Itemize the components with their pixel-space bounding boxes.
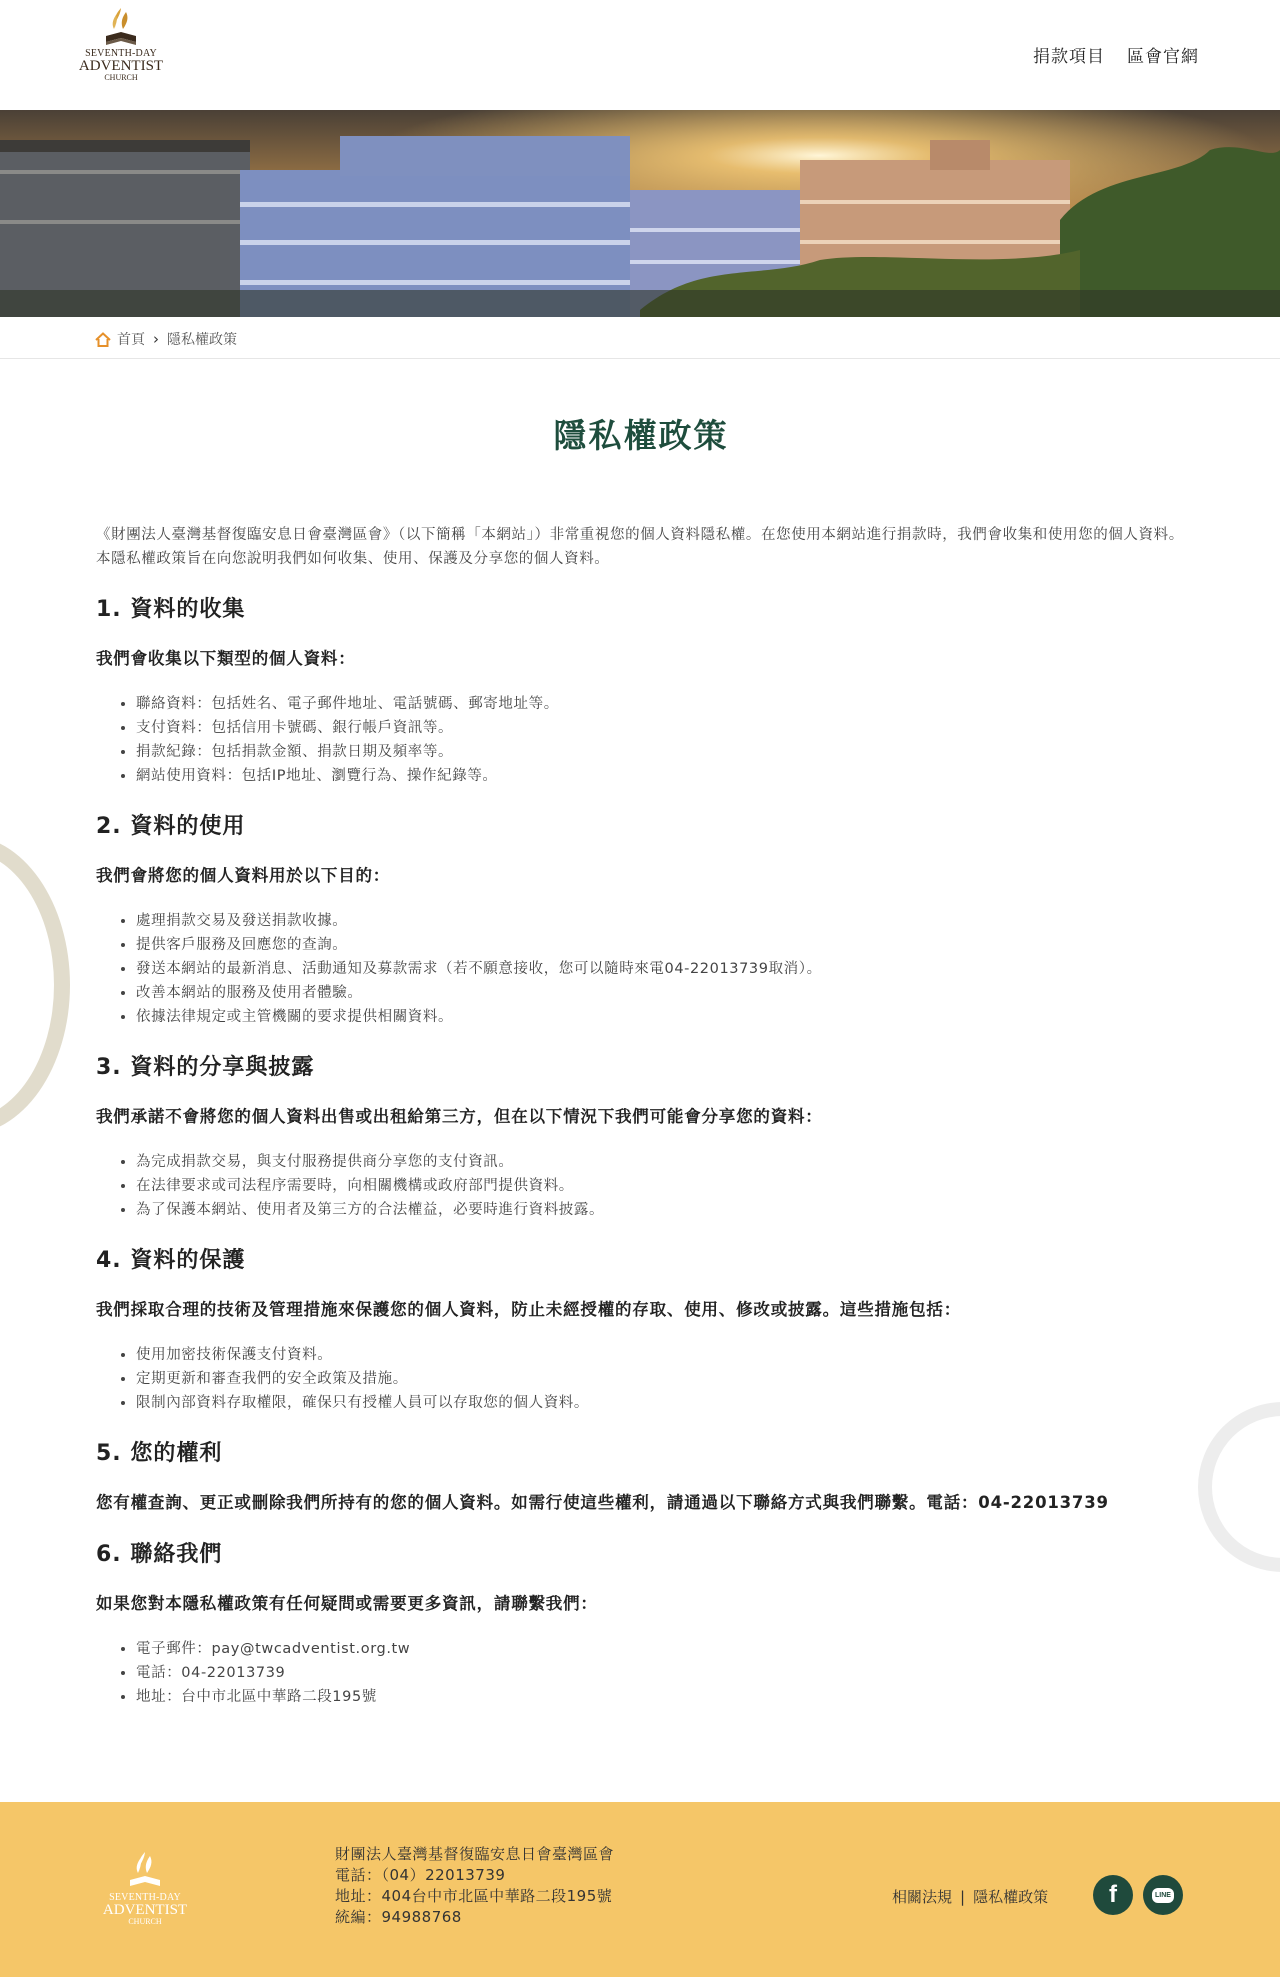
list-item: • 電話：04-22013739 xyxy=(136,1661,1186,1685)
policy-section xyxy=(96,1053,1186,1222)
list-item: • 捐款紀錄：包括捐款金額、捐款日期及頻率等。 xyxy=(136,740,1186,764)
list-item: • 為了保護本網站、使用者及第三方的合法權益，必要時進行資料披露。 xyxy=(136,1198,1186,1222)
policy-section xyxy=(96,595,1186,788)
logo-text: SEVENTH-DAY xyxy=(109,1892,181,1903)
list-item: • 使用加密技術保護支付資料。 xyxy=(136,1343,1186,1367)
list-item: • 聯絡資料：包括姓名、電子郵件地址、電話號碼、郵寄地址等。 xyxy=(136,692,1186,716)
list-item: • 發送本網站的最新消息、活動通知及募款需求（若不願意接收，您可以隨時來電04-22013739取消）。 xyxy=(136,957,1186,981)
section-lead: 我們會收集以下類型的個人資料： xyxy=(96,649,356,668)
section-lead: 我們採取合理的技術及管理措施來保護您的個人資料，防止未經授權的存取、使用、修改或披露。這些措施包括： xyxy=(96,1300,961,1319)
bullet-list xyxy=(96,1637,1186,1709)
bullet-list xyxy=(96,1343,1186,1415)
list-item: • 地址：台中市北區中華路二段195號 xyxy=(136,1685,1186,1709)
list-item: • 處理捐款交易及發送捐款收據。 xyxy=(136,909,1186,933)
list-item: • 為完成捐款交易，與支付服務提供商分享您的支付資訊。 xyxy=(136,1150,1186,1174)
section-heading: 3. 資料的分享與披露 xyxy=(96,1055,315,1080)
section-heading: 5. 您的權利 xyxy=(96,1441,223,1466)
footer-link-regulations[interactable]: 相關法規 xyxy=(892,1888,953,1906)
policy-section xyxy=(96,1540,1186,1709)
section-heading: 4. 資料的保護 xyxy=(96,1248,246,1273)
line-icon[interactable]: LINE xyxy=(1143,1875,1183,1915)
logo-text: CHURCH xyxy=(128,1917,162,1926)
chevron-right-icon: › xyxy=(153,330,159,348)
breadcrumb-home-link[interactable]: 首頁 xyxy=(117,332,145,348)
intro-paragraph: 《財團法人臺灣基督復臨安息日會臺灣區會》（以下簡稱「本網站」）非常重視您的個人資料隱私權。在您使用本網站進行捐款時，我們會收集和使用您的個人資料。本隱私權政策旨在向您說明我們如何收集、使用、保護及分享您的個人資料。 xyxy=(96,527,1184,567)
section-lead: 我們會將您的個人資料用於以下目的： xyxy=(96,866,391,885)
bullet-list xyxy=(96,692,1186,788)
list-item: • 支付資料：包括信用卡號碼、銀行帳戶資訊等。 xyxy=(136,716,1186,740)
section-lead: 您有權查詢、更正或刪除我們所持有的您的個人資料。如需行使這些權利，請通過以下聯絡方式與我們聯繫。電話：04-22013739 xyxy=(96,1493,1109,1512)
page-title: 隱私權政策 xyxy=(553,416,729,455)
logo-text: SEVENTH-DAY xyxy=(85,48,157,59)
list-item: • 依據法律規定或主管機關的要求提供相關資料。 xyxy=(136,1005,1186,1029)
list-item: • 網站使用資料：包括IP地址、瀏覽行為、操作紀錄等。 xyxy=(136,764,1186,788)
footer-phone: 電話：（04）22013739 xyxy=(335,1866,506,1884)
footer-link-privacy[interactable]: 隱私權政策 xyxy=(973,1888,1049,1906)
section-lead: 我們承諾不會將您的個人資料出售或出租給第三方，但在以下情況下我們可能會分享您的資料： xyxy=(96,1107,823,1126)
section-heading: 6. 聯絡我們 xyxy=(96,1542,223,1567)
footer-contact-info xyxy=(335,1844,614,1928)
divider xyxy=(0,358,1280,359)
breadcrumb-current: 隱私權政策 xyxy=(167,332,237,348)
footer-tax-id: 統編：94988768 xyxy=(335,1908,462,1926)
section-heading: 2. 資料的使用 xyxy=(96,814,246,839)
home-icon xyxy=(95,332,111,347)
social-links xyxy=(1093,1875,1183,1915)
policy-section xyxy=(96,812,1186,1029)
footer-links xyxy=(892,1886,1048,1907)
policy-section xyxy=(96,1439,1186,1516)
campus-photo-icon xyxy=(0,110,1280,317)
decorative-ring xyxy=(1198,1402,1280,1572)
site-logo[interactable] xyxy=(76,6,166,96)
facebook-icon[interactable]: f xyxy=(1093,1875,1133,1915)
breadcrumb xyxy=(95,329,237,349)
site-header xyxy=(0,0,1280,110)
list-item: • 限制內部資料存取權限，確保只有授權人員可以存取您的個人資料。 xyxy=(136,1391,1186,1415)
list-item: • 改善本網站的服務及使用者體驗。 xyxy=(136,981,1186,1005)
footer-org-name: 財團法人臺灣基督復臨安息日會臺灣區會 xyxy=(335,1845,615,1863)
list-item: • 電子郵件：pay@twcadventist.org.tw xyxy=(136,1637,1186,1661)
bullet-list xyxy=(96,909,1186,1029)
hero-banner xyxy=(0,110,1280,317)
policy-section xyxy=(96,1246,1186,1415)
nav-conference-site[interactable]: 區會官網 xyxy=(1127,47,1199,67)
list-item: • 定期更新和審查我們的安全政策及措施。 xyxy=(136,1367,1186,1391)
section-lead: 如果您對本隱私權政策有任何疑問或需要更多資訊，請聯繫我們： xyxy=(96,1594,598,1613)
footer-address: 地址：404台中市北區中華路二段195號 xyxy=(335,1887,613,1905)
logo-text: ADVENTIST xyxy=(102,1902,188,1918)
policy-sections xyxy=(96,595,1186,1709)
site-footer xyxy=(0,1802,1280,1977)
list-item: • 在法律要求或司法程序需要時，向相關機構或政府部門提供資料。 xyxy=(136,1174,1186,1198)
logo-text: ADVENTIST xyxy=(78,58,164,74)
flame-bible-icon xyxy=(104,6,138,48)
main-content xyxy=(96,405,1186,1709)
flame-bible-icon xyxy=(128,1850,162,1892)
logo-text: CHURCH xyxy=(104,73,138,82)
list-item: • 提供客戶服務及回應您的查詢。 xyxy=(136,933,1186,957)
bullet-list xyxy=(96,1150,1186,1222)
footer-logo[interactable] xyxy=(100,1850,190,1926)
decorative-ring xyxy=(0,835,70,1135)
section-heading: 1. 資料的收集 xyxy=(96,597,246,622)
main-nav xyxy=(1033,42,1199,67)
link-separator: | xyxy=(960,1887,966,1906)
nav-donation-projects[interactable]: 捐款項目 xyxy=(1033,47,1105,67)
